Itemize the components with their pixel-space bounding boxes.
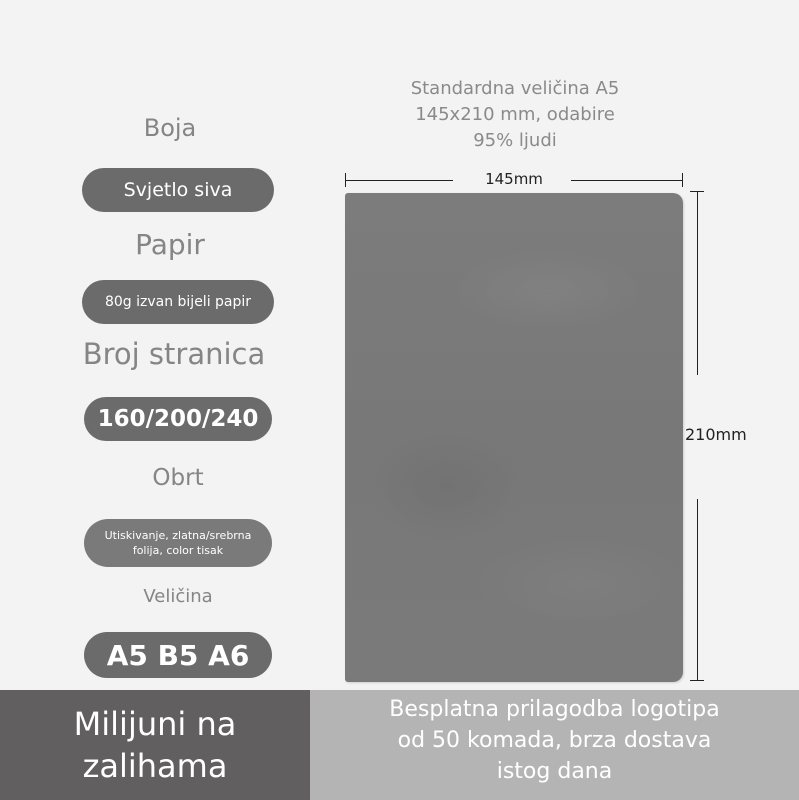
height-tick-bottom (690, 680, 704, 681)
size-label: Veličina (143, 586, 213, 607)
height-line-top (697, 191, 698, 375)
notebook-cover-image (345, 193, 683, 682)
pages-label: Broj stranica (82, 337, 266, 371)
craft-value-badge: Utiskivanje, zlatna/srebrna folija, color tisak (84, 519, 272, 567)
paper-label: Papir (135, 228, 205, 261)
paper-value-badge: 80g izvan bijeli papir (82, 280, 274, 324)
pages-value-badge: 160/200/240 (84, 397, 272, 441)
size-caption: Standardna veličina A5 145x210 mm, odabire 95% ljudi (410, 78, 620, 151)
color-value-badge: Svjetlo siva (82, 168, 274, 212)
height-label: 210mm (685, 425, 747, 444)
custom-logo-banner: Besplatna prilagodba logotipa od 50 komada, brza dostava istog dana (310, 690, 799, 800)
height-line-bottom (697, 499, 698, 680)
spec-panel (0, 0, 340, 690)
width-label: 145mm (485, 170, 543, 188)
width-tick-right (682, 173, 683, 187)
craft-label: Obrt (152, 465, 204, 491)
stock-banner: Milijuni na zalihama (0, 690, 310, 800)
width-dimension (345, 171, 683, 189)
size-value-badge: A5 B5 A6 (84, 632, 272, 678)
color-label: Boja (143, 114, 197, 142)
width-line-right (571, 180, 683, 181)
